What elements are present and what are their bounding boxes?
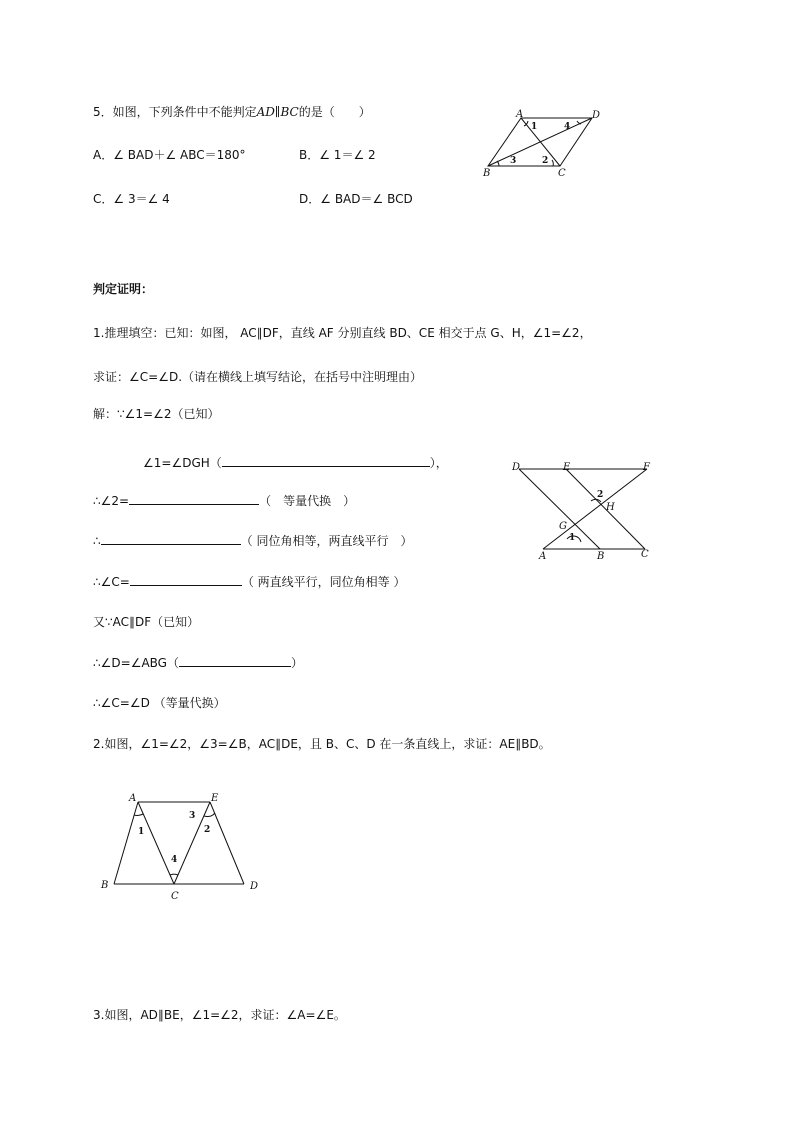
p1-angle-1: 1: [569, 533, 576, 543]
q5-angle-3: 3: [510, 156, 517, 166]
p1-step-2: [93, 492, 355, 509]
p1-point-e: E: [563, 462, 571, 473]
p1-step-1: [143, 454, 448, 471]
p1-step-2-suffix: （ 等量代换 ）: [259, 494, 356, 508]
p1-step-4-suffix: （ 两直线平行，同位角相等 ）: [241, 575, 406, 589]
p1-given: 1.推理填空：已知：如图， AC∥DF，直线 AF 分别直线 BD、CE 相交于点 G、H，∠1=∠2，: [93, 326, 592, 340]
p2-angle-2: 2: [204, 825, 211, 835]
p1-point-h: H: [606, 502, 615, 513]
q5-point-d: D: [592, 110, 601, 121]
q5-point-b: B: [483, 168, 491, 179]
p2-angle-arc-1: [134, 814, 143, 815]
p2-angle-4: 4: [171, 855, 178, 865]
q5-angle-arc-4: [577, 121, 581, 124]
q5-stem-math: AD∥BC: [256, 105, 299, 119]
p2-line-ed: [210, 802, 244, 884]
p1-step-1-blank[interactable]: [222, 454, 430, 467]
q5-option-a: A．∠ BAD＋∠ ABC＝180°: [93, 148, 246, 162]
p1-step-1-suffix: ），: [429, 456, 448, 470]
p1-step-7: ∴∠C=∠D （等量代换）: [93, 696, 226, 710]
p1-step-3: [93, 532, 412, 549]
p2-statement: 2.如图，∠1=∠2，∠3=∠B，AC∥DE，且 B、C、D 在一条直线上，求证：AE∥BD。: [93, 737, 551, 751]
p1-step-4: [93, 573, 405, 590]
q5-point-c: C: [558, 168, 566, 179]
q5-stem-prefix: 5．如图，下列条件中不能判定: [93, 105, 257, 119]
p1-point-g: G: [559, 521, 567, 532]
p2-line-ac: [138, 802, 174, 884]
p1-step-6-suffix: ）: [290, 656, 303, 670]
p2-angle-1: 1: [138, 827, 145, 837]
q5-figure: [480, 108, 605, 180]
p1-step-6-prefix: ∴∠D=∠ABG（: [93, 656, 179, 670]
p2-point-d: D: [250, 881, 259, 892]
section-heading: 判定证明：: [93, 282, 154, 296]
p1-prove: 求证：∠C=∠D.（请在横线上填写结论，在括号中注明理由）: [93, 370, 423, 384]
p1-step-5: 又∵AC∥DF（已知）: [93, 615, 200, 629]
q5-option-b: B．∠ 1＝∠ 2: [299, 148, 376, 162]
p1-line-bd: [519, 469, 600, 549]
p2-angle-3: 3: [189, 811, 196, 821]
p2-point-a: A: [129, 793, 137, 804]
p1-point-b: B: [597, 551, 605, 562]
p1-step-3-prefix: ∴: [93, 534, 101, 548]
p2-point-b: B: [101, 880, 109, 891]
q5-option-d: D．∠ BAD＝∠ BCD: [299, 192, 413, 206]
p3-statement: 3.如图，AD∥BE，∠1=∠2，求证：∠A=∠E。: [93, 1008, 346, 1022]
p1-point-f: F: [643, 462, 650, 473]
p1-step-2-blank[interactable]: [129, 492, 259, 505]
p1-point-c: C: [641, 549, 649, 560]
p1-line-af: [543, 469, 647, 549]
p2-figure: [98, 788, 263, 903]
q5-stem-suffix: 的是（ ）: [298, 105, 371, 119]
p2-angle-arc-4: [170, 874, 178, 875]
q5-angle-1: 1: [531, 122, 538, 132]
q5-angle-2: 2: [542, 156, 549, 166]
q5-point-a: A: [516, 109, 524, 120]
q5-option-c: C．∠ 3＝∠ 4: [93, 192, 170, 206]
p1-step-3-blank[interactable]: [101, 532, 241, 545]
q5-angle-4: 4: [564, 122, 571, 132]
p1-step-6: [93, 654, 303, 671]
p2-point-e: E: [211, 793, 219, 804]
p1-point-a: A: [539, 551, 547, 562]
p1-solution-start: 解：∵∠1=∠2（已知）: [93, 407, 220, 421]
p1-step-6-blank[interactable]: [179, 654, 291, 667]
p1-step-2-prefix: ∴∠2=: [93, 494, 130, 508]
p1-angle-2: 2: [597, 490, 604, 500]
p2-point-c: C: [171, 891, 179, 902]
p2-angle-arc-3: [204, 816, 211, 817]
q5-stem: [93, 104, 371, 120]
q5-angle-arc-3: [497, 161, 499, 166]
p2-angle-arc-2: [211, 813, 215, 816]
p1-step-4-blank[interactable]: [130, 573, 242, 586]
q5-angle-arc-2: [552, 160, 553, 166]
p1-step-1-prefix: ∠1=∠DGH（: [143, 456, 222, 470]
p1-step-3-suffix: （ 同位角相等，两直线平行 ）: [240, 534, 413, 548]
p1-point-d: D: [512, 462, 521, 473]
p1-figure: [505, 458, 660, 563]
p1-step-4-prefix: ∴∠C=: [93, 575, 130, 589]
p2-line-ab: [114, 802, 138, 884]
